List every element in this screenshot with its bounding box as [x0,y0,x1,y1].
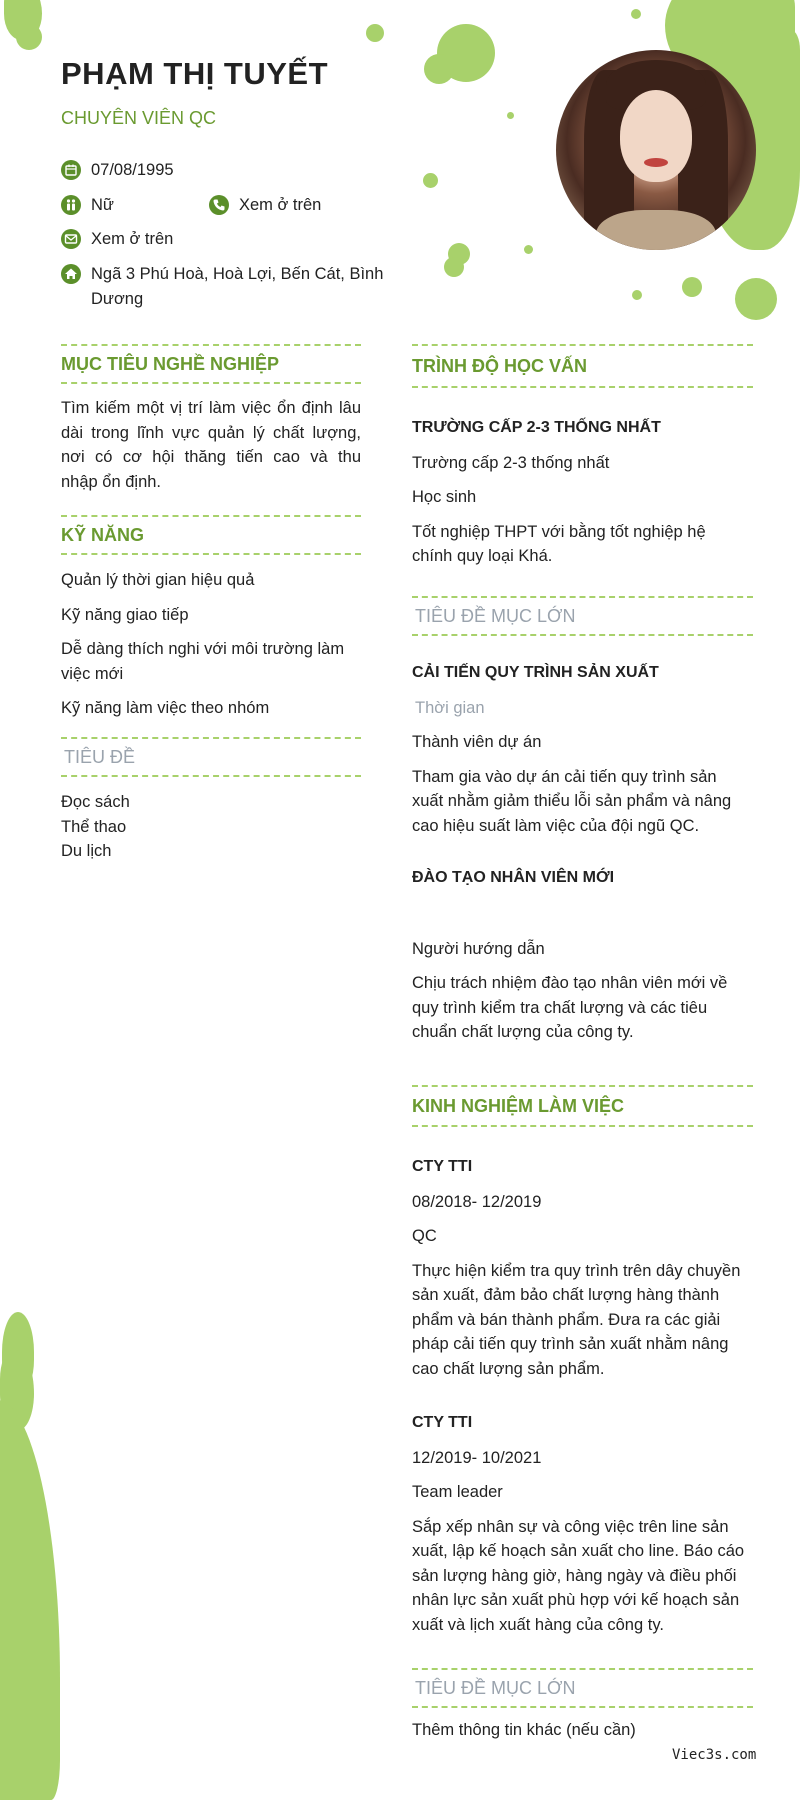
phone-icon [209,195,229,215]
dot-decoration [682,277,702,297]
email-value: Xem ở trên [91,230,174,248]
dot-decoration [735,278,777,320]
other-section [412,1668,753,1743]
skill-item: Dễ dàng thích nghi với môi trường làm việc mới [61,640,345,683]
phone-row [209,193,379,218]
project-title: CẢI TIẾN QUY TRÌNH SẢN XUẤT [412,664,659,681]
job-description: Thực hiện kiểm tra quy trình trên dây chuyền sản xuất, đảm bảo chất lượng hàng thành phẩm và bán thành phẩm. Đưa ra các giải pháp cải tiến quy trình sản xuất nhằm nâng cao chất lượng sản phẩm. [412,1261,741,1378]
projects-heading: TIÊU ĐỀ MỤC LỚN [412,596,753,636]
email-icon [61,229,81,249]
project-role: Người hướng dẫn [412,939,545,958]
skill-item: Kỹ năng giao tiếp [61,605,189,624]
job-period: 12/2019- 10/2021 [412,1448,542,1467]
phone-value: Xem ở trên [239,196,322,214]
projects-section [412,596,753,1045]
gender-row [61,193,201,218]
address-line: Dương [91,290,144,308]
project-time: Thời gian [415,698,485,717]
email-row [61,227,381,252]
hobby-item: Thể thao [61,817,127,836]
hobby-item: Đọc sách [61,793,130,811]
dot-decoration [16,24,42,50]
dot-decoration [524,245,533,254]
hobby-item: Du lịch [61,842,112,860]
job-description: Sắp xếp nhân sự và công việc trên line sản xuất, lập kế hoạch sản xuất cho line. Báo cáo sản lượng hàng giờ, hàng ngày và điều phối nhân lực sản xuất phù hợp với kế hoạch sản xuất và lịch xuất hàng của công ty. [412,1517,745,1634]
company-name: CTY TTI [412,1414,473,1431]
objective-text: nhập ổn định. [61,472,162,491]
dot-decoration [507,112,514,119]
project-description: Chịu trách nhiệm đào tạo nhân viên mới về quy trình kiểm tra chất lượng và các tiêu chuẩn chất lượng của công ty. [412,974,728,1041]
dot-decoration [366,24,384,42]
dot-decoration [631,9,641,19]
objective-section [61,344,361,494]
calendar-icon [61,160,81,180]
job-period: 08/2018- 12/2019 [412,1192,542,1211]
project-description: Tham gia vào dự án cải tiến quy trình sản xuất nhằm giảm thiểu lỗi sản phẩm và nâng cao hiệu suất làm việc của đội ngũ QC. [412,767,732,835]
gender-value: Nữ [91,196,114,214]
education-role: Học sinh [412,488,477,506]
candidate-name: PHẠM THỊ TUYẾT [61,56,329,91]
project-role: Thành viên dự án [412,733,542,751]
hobbies-section [61,737,361,864]
dot-decoration [423,173,438,188]
dot-decoration [632,290,642,300]
address-row [61,262,401,312]
company-name: CTY TTI [412,1158,473,1175]
experience-heading: KINH NGHIỆM LÀM VIỆC [412,1085,753,1127]
watermark: Viec3s.com [672,1747,757,1763]
school-title: TRƯỜNG CẤP 2-3 THỐNG NHẤT [412,419,661,436]
skills-section [61,515,361,721]
blob-decoration [0,1400,60,1800]
other-heading: TIÊU ĐỀ MỤC LỚN [412,1668,753,1708]
job-role: QC [412,1227,437,1245]
school-name: Trường cấp 2-3 thống nhất [412,453,610,472]
dot-decoration [444,257,464,277]
skill-item: Quản lý thời gian hiệu quả [61,571,255,589]
job-title: CHUYÊN VIÊN QC [61,108,217,128]
profile-photo [556,50,756,250]
gender-icon [61,195,81,215]
birthday-value: 07/08/1995 [91,161,174,179]
skill-item: Kỹ năng làm việc theo nhóm [61,699,270,717]
objective-text: Tìm kiếm một vị trí làm việc ổn định lâu [61,399,361,417]
home-icon [61,264,81,284]
education-description: Tốt nghiệp THPT với bằng tốt nghiệp hệ chính quy loại Khá. [412,522,706,565]
objective-text: nơi có cơ hội thăng tiến cao và thu [61,448,361,466]
objective-heading: MỤC TIÊU NGHỀ NGHIỆP [61,344,361,384]
job-role: Team leader [412,1483,503,1501]
project-title: ĐÀO TẠO NHÂN VIÊN MỚI [412,869,615,886]
education-heading: TRÌNH ĐỘ HỌC VẤN [412,344,753,388]
experience-section [412,1085,753,1637]
address-line: Ngã 3 Phú Hoà, Hoà Lợi, Bến Cát, Bình [91,265,384,283]
birthday-row [61,158,381,183]
education-section [412,344,753,569]
skills-heading: KỸ NĂNG [61,515,361,555]
dot-decoration [424,54,454,84]
objective-text: dài trong lĩnh vực quản lý chất lượng, [61,423,361,442]
hobbies-heading: TIÊU ĐỀ [61,737,361,777]
other-text: Thêm thông tin khác (nếu cần) [412,1721,636,1739]
